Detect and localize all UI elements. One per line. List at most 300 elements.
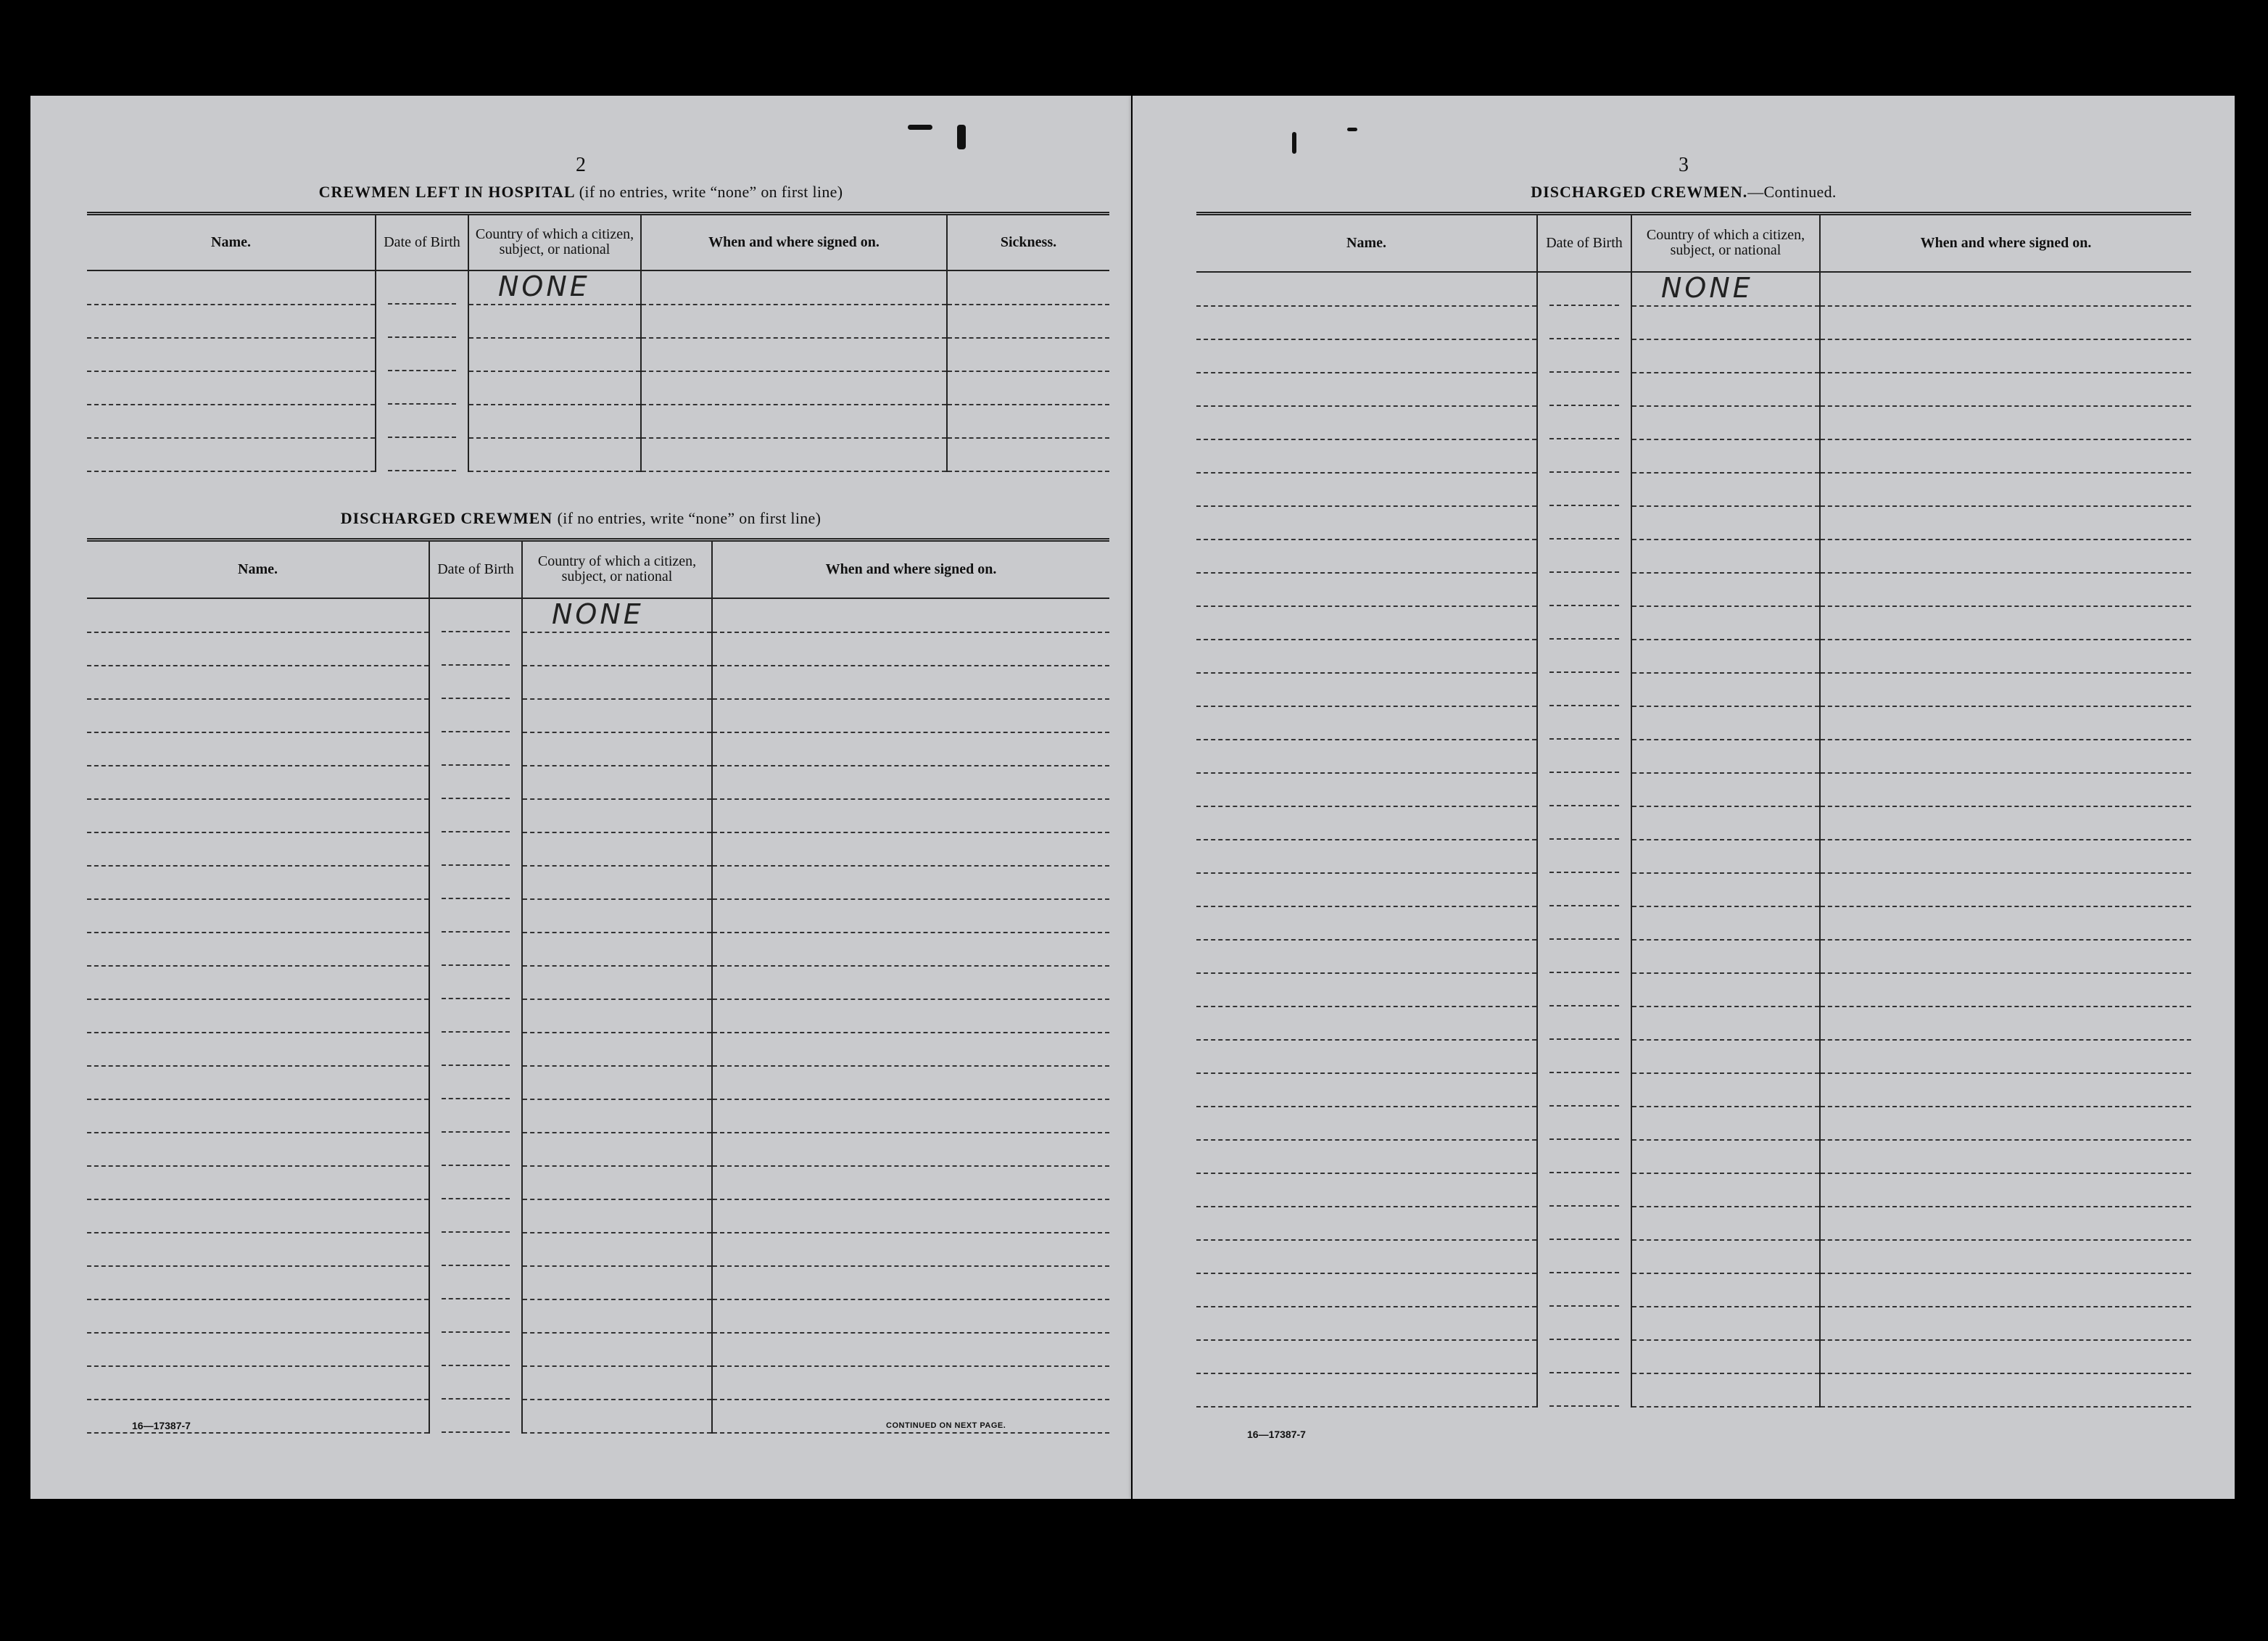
- name-cell: [1196, 973, 1537, 1006]
- country-cell: [1631, 272, 1820, 306]
- country-cell: [522, 1199, 712, 1233]
- form-row: [1196, 406, 2191, 439]
- dashed-line: [1549, 773, 1619, 806]
- signed-on-cell: [1820, 740, 2191, 773]
- form-row: [1196, 1107, 2191, 1140]
- date-of-birth-cell: [1537, 1240, 1631, 1273]
- discharged-continued-suffix: —Continued.: [1747, 183, 1837, 201]
- country-cell: [522, 966, 712, 999]
- signed-on-cell: [712, 1033, 1109, 1066]
- dashed-line: [1549, 473, 1619, 506]
- dashed-line: [1549, 306, 1619, 339]
- signed-on-cell: [1820, 339, 2191, 373]
- country-cell: [522, 1266, 712, 1299]
- form-row: [87, 1133, 1109, 1166]
- form-row: [1196, 640, 2191, 673]
- date-of-birth-cell: [1537, 706, 1631, 740]
- date-of-birth-cell: [429, 598, 522, 632]
- name-cell: [1196, 272, 1537, 306]
- form-row: [87, 1199, 1109, 1233]
- country-cell: [1631, 1240, 1820, 1273]
- date-of-birth-cell: [429, 1199, 522, 1233]
- name-cell: [1196, 373, 1537, 406]
- signed-on-cell: [1820, 406, 2191, 439]
- signed-on-cell: [712, 632, 1109, 666]
- date-of-birth-cell: [429, 766, 522, 799]
- name-cell: [1196, 1073, 1537, 1107]
- signed-on-cell: [1820, 506, 2191, 540]
- signed-on-cell: [1820, 773, 2191, 806]
- name-cell: [1196, 640, 1537, 673]
- form-row: [87, 1033, 1109, 1066]
- signed-on-cell: [1820, 306, 2191, 339]
- dashed-line: [442, 1233, 510, 1266]
- dashed-line: [442, 966, 510, 999]
- date-of-birth-cell: [429, 732, 522, 766]
- sickness-cell: [947, 438, 1109, 471]
- signed-on-cell: [712, 1233, 1109, 1266]
- form-row: [87, 999, 1109, 1033]
- form-row: [1196, 1340, 2191, 1373]
- col-country: Country of which a citizen, subject, or national: [468, 214, 641, 270]
- signed-on-cell: [1820, 473, 2191, 506]
- col-sickness: Sickness.: [947, 214, 1109, 270]
- country-cell: [1631, 1040, 1820, 1073]
- signed-on-cell: [712, 1199, 1109, 1233]
- name-cell: [87, 371, 376, 405]
- signed-on-cell: [1820, 272, 2191, 306]
- country-cell: [1631, 573, 1820, 606]
- form-row: [87, 766, 1109, 799]
- dashed-line: [442, 732, 510, 766]
- country-cell: [522, 632, 712, 666]
- name-cell: [1196, 1006, 1537, 1040]
- country-cell: [468, 438, 641, 471]
- country-cell: [522, 933, 712, 966]
- date-of-birth-cell: [429, 1099, 522, 1133]
- country-cell: [1631, 1107, 1820, 1140]
- name-cell: [87, 1166, 429, 1199]
- signed-on-cell: [712, 799, 1109, 832]
- col-country: Country of which a citizen, subject, or national: [522, 540, 712, 598]
- name-cell: [1196, 673, 1537, 706]
- country-cell: [1631, 1006, 1820, 1040]
- date-of-birth-cell: [1537, 673, 1631, 706]
- date-of-birth-cell: [1537, 272, 1631, 306]
- discharged-continued-table: [1196, 212, 2191, 1408]
- country-cell: [1631, 906, 1820, 940]
- signed-on-cell: [1820, 1173, 2191, 1207]
- dashed-line: [442, 933, 510, 966]
- name-cell: [1196, 506, 1537, 540]
- signed-on-cell: [1820, 1373, 2191, 1407]
- form-row: [1196, 606, 2191, 640]
- name-cell: [87, 305, 376, 338]
- form-row: [87, 270, 1109, 305]
- country-cell: [522, 832, 712, 866]
- form-row: [1196, 1307, 2191, 1340]
- sickness-cell: [947, 305, 1109, 338]
- form-row: [1196, 806, 2191, 840]
- signed-on-cell: [712, 966, 1109, 999]
- country-cell: [522, 1166, 712, 1199]
- signed-on-cell: [1820, 439, 2191, 473]
- signed-on-cell: [1820, 1040, 2191, 1073]
- country-cell: [522, 766, 712, 799]
- sickness-cell: [947, 270, 1109, 305]
- date-of-birth-cell: [1537, 806, 1631, 840]
- name-cell: [1196, 606, 1537, 640]
- date-of-birth-cell: [1537, 306, 1631, 339]
- dashed-line: [442, 799, 510, 832]
- form-row: [87, 371, 1109, 405]
- signed-on-cell: [641, 305, 947, 338]
- signed-on-cell: [1820, 1340, 2191, 1373]
- dashed-line: [442, 1099, 510, 1133]
- col-name: Name.: [87, 540, 429, 598]
- country-cell: [1631, 606, 1820, 640]
- country-cell: [1631, 339, 1820, 373]
- name-cell: [1196, 1307, 1537, 1340]
- name-cell: [1196, 339, 1537, 373]
- date-of-birth-cell: [1537, 1173, 1631, 1207]
- form-row: [87, 1233, 1109, 1266]
- signed-on-cell: [712, 1299, 1109, 1333]
- form-row: [87, 666, 1109, 699]
- signed-on-cell: [1820, 1273, 2191, 1307]
- discharged-rows: [87, 598, 1109, 1433]
- dashed-line: [1549, 640, 1619, 673]
- date-of-birth-cell: [376, 371, 468, 405]
- date-of-birth-cell: [429, 999, 522, 1033]
- country-cell: [522, 866, 712, 899]
- signed-on-cell: [712, 1266, 1109, 1299]
- form-row: [1196, 1073, 2191, 1107]
- date-of-birth-cell: [376, 305, 468, 338]
- name-cell: [87, 1299, 429, 1333]
- col-name: Name.: [87, 214, 376, 270]
- handwritten-none-entry: NONE: [1661, 271, 1753, 304]
- country-cell: [522, 1400, 712, 1433]
- signed-on-cell: [1820, 1207, 2191, 1240]
- date-of-birth-cell: [1537, 606, 1631, 640]
- country-cell: [1631, 439, 1820, 473]
- country-cell: [522, 732, 712, 766]
- name-cell: [1196, 406, 1537, 439]
- sickness-cell: [947, 405, 1109, 438]
- date-of-birth-cell: [429, 632, 522, 666]
- dashed-line: [1549, 706, 1619, 740]
- dashed-line: [442, 1299, 510, 1333]
- dashed-line: [442, 1266, 510, 1299]
- signed-on-cell: [712, 933, 1109, 966]
- country-cell: [522, 1333, 712, 1366]
- page-number: 3: [1679, 154, 1689, 176]
- signed-on-cell: [641, 405, 947, 438]
- signed-on-cell: [641, 270, 947, 305]
- date-of-birth-cell: [1537, 1273, 1631, 1307]
- date-of-birth-cell: [429, 1166, 522, 1199]
- dashed-line: [1549, 940, 1619, 973]
- date-of-birth-cell: [429, 1066, 522, 1099]
- dashed-line: [442, 766, 510, 799]
- signed-on-cell: [712, 1066, 1109, 1099]
- dashed-line: [1549, 606, 1619, 640]
- country-cell: [1631, 940, 1820, 973]
- name-cell: [87, 405, 376, 438]
- form-row: [1196, 540, 2191, 573]
- ink-mark: [957, 125, 966, 149]
- country-cell: [1631, 373, 1820, 406]
- country-cell: [522, 1066, 712, 1099]
- date-of-birth-cell: [1537, 573, 1631, 606]
- form-row: [1196, 840, 2191, 873]
- name-cell: [87, 966, 429, 999]
- name-cell: [87, 832, 429, 866]
- signed-on-cell: [712, 1166, 1109, 1199]
- dashed-line: [442, 1333, 510, 1366]
- signed-on-cell: [641, 338, 947, 371]
- name-cell: [87, 1333, 429, 1366]
- signed-on-cell: [641, 438, 947, 471]
- country-cell: [1631, 306, 1820, 339]
- form-row: [87, 305, 1109, 338]
- signed-on-cell: [1820, 1140, 2191, 1173]
- date-of-birth-cell: [1537, 1140, 1631, 1173]
- dashed-line: [1549, 506, 1619, 540]
- name-cell: [87, 1366, 429, 1400]
- date-of-birth-cell: [376, 438, 468, 471]
- ink-mark: [1292, 132, 1296, 154]
- col-date-of-birth: Date of Birth: [1537, 214, 1631, 272]
- country-cell: [1631, 740, 1820, 773]
- date-of-birth-cell: [1537, 773, 1631, 806]
- dashed-line: [442, 999, 510, 1033]
- name-cell: [87, 732, 429, 766]
- name-cell: [87, 799, 429, 832]
- dashed-line: [442, 632, 510, 666]
- signed-on-cell: [1820, 706, 2191, 740]
- date-of-birth-cell: [376, 405, 468, 438]
- dashed-line: [1549, 1073, 1619, 1107]
- dashed-line: [1549, 973, 1619, 1006]
- signed-on-cell: [1820, 540, 2191, 573]
- col-signed-on: When and where signed on.: [712, 540, 1109, 598]
- dashed-line: [1549, 1040, 1619, 1073]
- form-row: [1196, 1173, 2191, 1207]
- form-row: [1196, 506, 2191, 540]
- name-cell: [87, 632, 429, 666]
- signed-on-cell: [1820, 373, 2191, 406]
- signed-on-cell: [1820, 906, 2191, 940]
- dashed-line: [442, 666, 510, 699]
- discharged-table: [87, 538, 1109, 1434]
- discharged-title-note: (if no entries, write “none” on first line): [557, 509, 821, 527]
- name-cell: [87, 1133, 429, 1166]
- country-cell: [1631, 1073, 1820, 1107]
- page-number: 2: [576, 154, 586, 176]
- form-row: [87, 338, 1109, 371]
- hospital-table: [87, 212, 1109, 472]
- discharged-section-title: [30, 509, 1131, 528]
- discharged-continued-title: [1133, 183, 2235, 202]
- date-of-birth-cell: [1537, 873, 1631, 906]
- name-cell: [87, 666, 429, 699]
- dashed-line: [442, 1366, 510, 1400]
- dashed-line: [1549, 873, 1619, 906]
- date-of-birth-cell: [1537, 1207, 1631, 1240]
- dashed-line: [1549, 673, 1619, 706]
- country-cell: [1631, 640, 1820, 673]
- name-cell: [87, 899, 429, 933]
- handwritten-none-entry: NONE: [552, 598, 644, 630]
- form-row: [87, 405, 1109, 438]
- country-cell: [522, 699, 712, 732]
- date-of-birth-cell: [429, 699, 522, 732]
- dashed-line: [1549, 1006, 1619, 1040]
- date-of-birth-cell: [1537, 1006, 1631, 1040]
- country-cell: [1631, 673, 1820, 706]
- signed-on-cell: [1820, 573, 2191, 606]
- dashed-line: [388, 405, 456, 438]
- country-cell: [1631, 1340, 1820, 1373]
- country-cell: [522, 1299, 712, 1333]
- date-of-birth-cell: [376, 270, 468, 305]
- country-cell: [522, 1366, 712, 1400]
- signed-on-cell: [712, 899, 1109, 933]
- country-cell: [522, 598, 712, 632]
- dashed-line: [1549, 439, 1619, 473]
- date-of-birth-cell: [1537, 339, 1631, 373]
- form-row: [87, 966, 1109, 999]
- dashed-line: [442, 699, 510, 732]
- form-row: [87, 438, 1109, 471]
- form-row: [1196, 573, 2191, 606]
- form-row: [1196, 306, 2191, 339]
- signed-on-cell: [1820, 873, 2191, 906]
- date-of-birth-cell: [1537, 840, 1631, 873]
- date-of-birth-cell: [429, 832, 522, 866]
- form-row: [1196, 1040, 2191, 1073]
- country-cell: [1631, 540, 1820, 573]
- name-cell: [1196, 706, 1537, 740]
- country-cell: [522, 899, 712, 933]
- date-of-birth-cell: [429, 1333, 522, 1366]
- form-row: [87, 732, 1109, 766]
- country-cell: [1631, 773, 1820, 806]
- dashed-line: [1549, 840, 1619, 873]
- date-of-birth-cell: [429, 1400, 522, 1433]
- name-cell: [87, 999, 429, 1033]
- form-row: [1196, 1140, 2191, 1173]
- name-cell: [1196, 573, 1537, 606]
- form-row: [87, 1066, 1109, 1099]
- country-cell: [468, 405, 641, 438]
- signed-on-cell: [712, 598, 1109, 632]
- name-cell: [1196, 1173, 1537, 1207]
- date-of-birth-cell: [1537, 1340, 1631, 1373]
- signed-on-cell: [712, 1099, 1109, 1133]
- name-cell: [1196, 1340, 1537, 1373]
- hospital-title-text: CREWMEN LEFT IN HOSPITAL: [318, 183, 575, 201]
- signed-on-cell: [1820, 1307, 2191, 1340]
- signed-on-cell: [712, 1366, 1109, 1400]
- date-of-birth-cell: [1537, 1107, 1631, 1140]
- sickness-cell: [947, 338, 1109, 371]
- date-of-birth-cell: [1537, 1307, 1631, 1340]
- dashed-line: [388, 271, 456, 305]
- country-cell: [468, 305, 641, 338]
- form-row: [1196, 706, 2191, 740]
- date-of-birth-cell: [1537, 540, 1631, 573]
- form-row: [1196, 740, 2191, 773]
- country-cell: [1631, 873, 1820, 906]
- form-row: [1196, 473, 2191, 506]
- name-cell: [1196, 740, 1537, 773]
- name-cell: [87, 1199, 429, 1233]
- date-of-birth-cell: [429, 666, 522, 699]
- name-cell: [1196, 1207, 1537, 1240]
- col-signed-on: When and where signed on.: [641, 214, 947, 270]
- form-row: [1196, 272, 2191, 306]
- right-page: [1133, 96, 2235, 1499]
- discharged-title-text: DISCHARGED CREWMEN: [340, 509, 553, 527]
- dashed-line: [388, 438, 456, 471]
- form-row: [1196, 1273, 2191, 1307]
- name-cell: [1196, 873, 1537, 906]
- continued-rows: [1196, 272, 2191, 1407]
- country-cell: [1631, 1173, 1820, 1207]
- date-of-birth-cell: [1537, 906, 1631, 940]
- ink-mark: [1347, 128, 1357, 131]
- country-cell: [1631, 806, 1820, 840]
- name-cell: [87, 1066, 429, 1099]
- dashed-line: [442, 1400, 510, 1433]
- form-row: [87, 1166, 1109, 1199]
- dashed-line: [442, 1199, 510, 1233]
- signed-on-cell: [712, 766, 1109, 799]
- form-row: [1196, 1373, 2191, 1407]
- dashed-line: [1549, 1107, 1619, 1140]
- form-row: [1196, 339, 2191, 373]
- name-cell: [87, 598, 429, 632]
- country-cell: [1631, 1307, 1820, 1340]
- signed-on-cell: [712, 999, 1109, 1033]
- name-cell: [1196, 540, 1537, 573]
- signed-on-cell: [1820, 1240, 2191, 1273]
- dashed-line: [1549, 339, 1619, 373]
- country-cell: [1631, 506, 1820, 540]
- form-row: [87, 933, 1109, 966]
- hospital-section-title: [30, 183, 1131, 202]
- date-of-birth-cell: [1537, 640, 1631, 673]
- signed-on-cell: [1820, 940, 2191, 973]
- name-cell: [1196, 1040, 1537, 1073]
- dashed-line: [388, 338, 456, 371]
- signed-on-cell: [712, 1333, 1109, 1366]
- ink-mark: [908, 125, 932, 130]
- dashed-line: [442, 1066, 510, 1099]
- country-cell: [1631, 406, 1820, 439]
- signed-on-cell: [641, 371, 947, 405]
- date-of-birth-cell: [429, 899, 522, 933]
- name-cell: [1196, 306, 1537, 339]
- date-of-birth-cell: [429, 866, 522, 899]
- form-row: [1196, 940, 2191, 973]
- dashed-line: [388, 305, 456, 338]
- date-of-birth-cell: [429, 1233, 522, 1266]
- dashed-line: [1549, 1273, 1619, 1307]
